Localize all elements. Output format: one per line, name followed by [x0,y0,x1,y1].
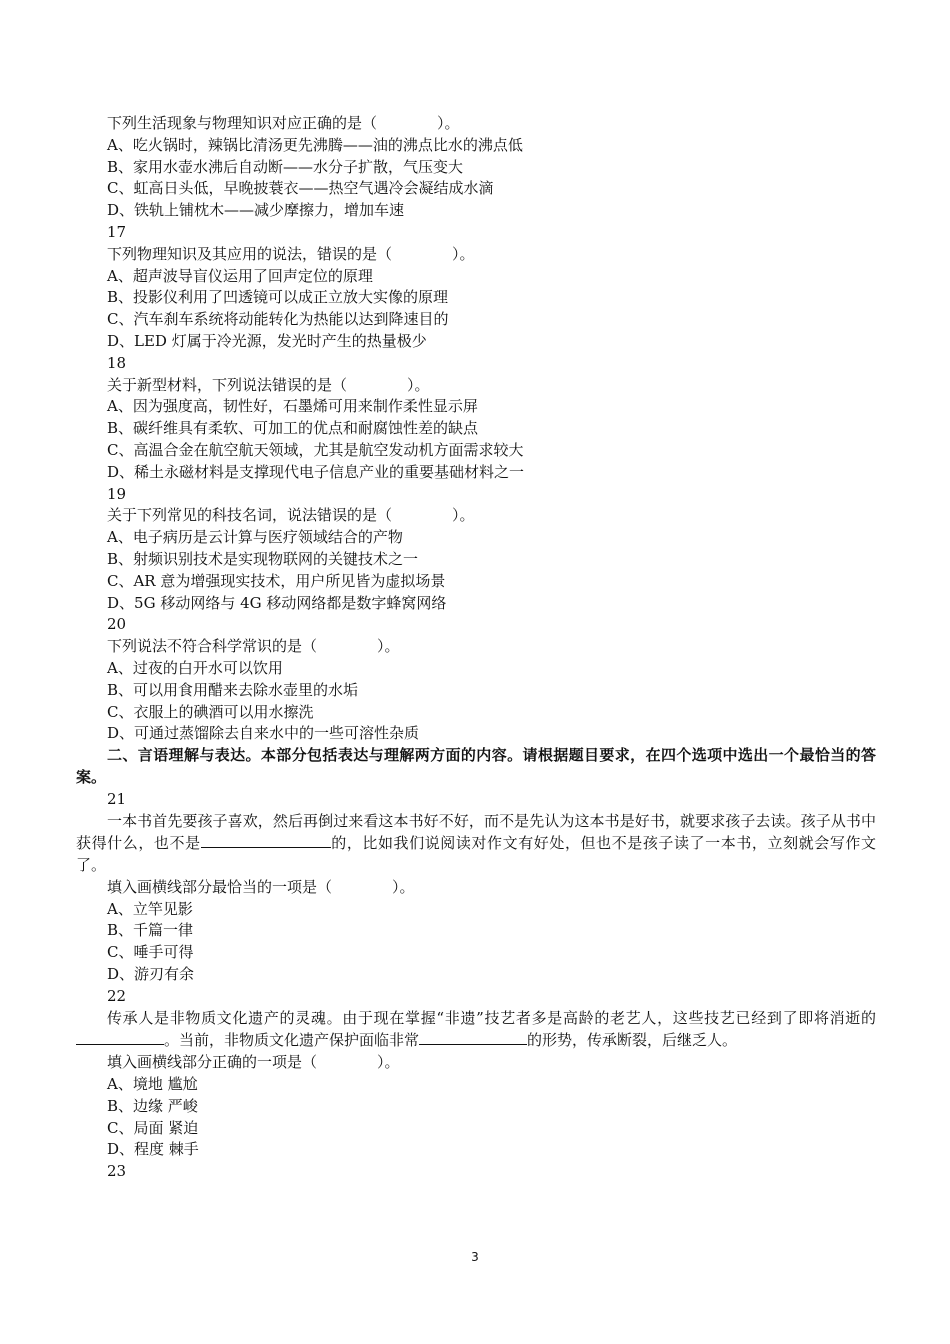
option-d: D、5G 移动网络与 4G 移动网络都是数字蜂窝网络 [107,593,447,612]
option-c: C、衣服上的碘酒可以用水擦洗 [107,702,314,721]
option-a: A、因为强度高，韧性好，石墨烯可用来制作柔性显示屏 [107,397,478,416]
option-d: D、铁轨上铺枕木——减少摩擦力，增加车速 [107,201,405,220]
question-stem: 下列物理知识及其应用的说法，错误的是（ ）。 [107,244,475,263]
option-b: B、碳纤维具有柔软、可加工的优点和耐腐蚀性差的缺点 [107,419,479,438]
question-passage [76,811,876,877]
question-number: 18 [107,353,127,372]
option-b: B、边缘 严峻 [107,1096,198,1115]
option-c: C、AR 意为增强现实技术，用户所见皆为虚拟场景 [107,571,446,590]
question-stem: 下列生活现象与物理知识对应正确的是（ ）。 [107,114,460,132]
option-c: C、高温合金在航空航天领域，尤其是航空发动机方面需求较大 [107,440,524,459]
fill-blank [76,1029,164,1045]
option-d: D、游刃有余 [107,965,195,984]
option-c: C、唾手可得 [107,943,194,962]
question-number: 21 [107,789,127,808]
option-d: D、可通过蒸馏除去自来水中的一些可溶性杂质 [107,724,420,743]
fill-blank [201,832,331,848]
question-passage [76,1008,876,1053]
fill-blank [419,1029,527,1045]
option-c: C、局面 紧迫 [107,1118,199,1137]
question-stem: 填入画横线部分正确的一项是（ ）。 [107,1053,400,1072]
option-c: C、汽车刹车系统将动能转化为热能以达到降速目的 [107,310,449,329]
question-number: 19 [107,484,127,503]
question-number: 17 [107,222,127,241]
option-d: D、LED 灯属于冷光源，发光时产生的热量极少 [107,331,427,350]
question-stem: 关于下列常见的科技名词，说法错误的是（ ）。 [107,506,475,525]
passage-text: 传承人是非物质文化遗产的灵魂。由于现在掌握“非遗”技艺者多是高龄的老艺人，这些技艺已经到了即将消逝的 [107,1008,876,1027]
option-b: B、射频识别技术是实现物联网的关键技术之一 [107,549,419,568]
option-b: B、千篇一律 [107,921,194,940]
option-a: A、吃火锅时，辣锅比清汤更先沸腾——油的沸点比水的沸点低 [107,135,523,154]
question-stem: 下列说法不符合科学常识的是（ ）。 [107,637,400,656]
option-b: B、家用水壶水沸后自动断——水分子扩散，气压变大 [107,157,464,176]
option-b: B、投影仪利用了凹透镜可以成正立放大实像的原理 [107,288,449,307]
option-a: A、电子病历是云计算与医疗领域结合的产物 [107,528,403,547]
option-c: C、虹高日头低，早晚披蓑衣——热空气遇冷会凝结成水滴 [107,179,494,198]
option-a: A、立竿见影 [107,899,193,918]
option-d: D、程度 棘手 [107,1140,199,1159]
question-stem: 关于新型材料，下列说法错误的是（ ）。 [107,375,430,394]
option-a: A、过夜的白开水可以饮用 [107,658,283,677]
question-stem: 填入画横线部分最恰当的一项是（ ）。 [107,877,415,896]
passage-text: 的，比如我们说阅读对作文有好处，但也不是孩子读了一本书，立刻就会写作文了。 [76,834,876,875]
section-heading: 二、言语理解与表达。本部分包括表达与理解两方面的内容。请根据题目要求，在四个选项中选出一个最恰当的答案。 [76,746,876,786]
option-d: D、稀土永磁材料是支撑现代电子信息产业的重要基础材料之一 [107,462,525,481]
question-number: 23 [107,1162,127,1181]
passage-text: 一本书首先要孩子喜欢，然后再倒过来看这本书好不好，而不是先认为这本书是好书，就要求孩子去读。孩子从书中获得什么，也不是 [76,811,876,853]
question-number: 20 [107,615,127,634]
passage-text: 。当前，非物质文化遗产保护面临非常 [164,1031,420,1050]
option-b: B、可以用食用醋来去除水壶里的水垢 [107,680,359,699]
passage-text: 的形势，传承断裂，后继乏人。 [527,1031,738,1050]
option-a: A、超声波导盲仪运用了回声定位的原理 [107,266,373,285]
page-number: 3 [471,1250,479,1264]
option-a: A、境地 尴尬 [107,1075,198,1094]
question-number: 22 [107,986,127,1005]
page-content [76,113,876,1183]
